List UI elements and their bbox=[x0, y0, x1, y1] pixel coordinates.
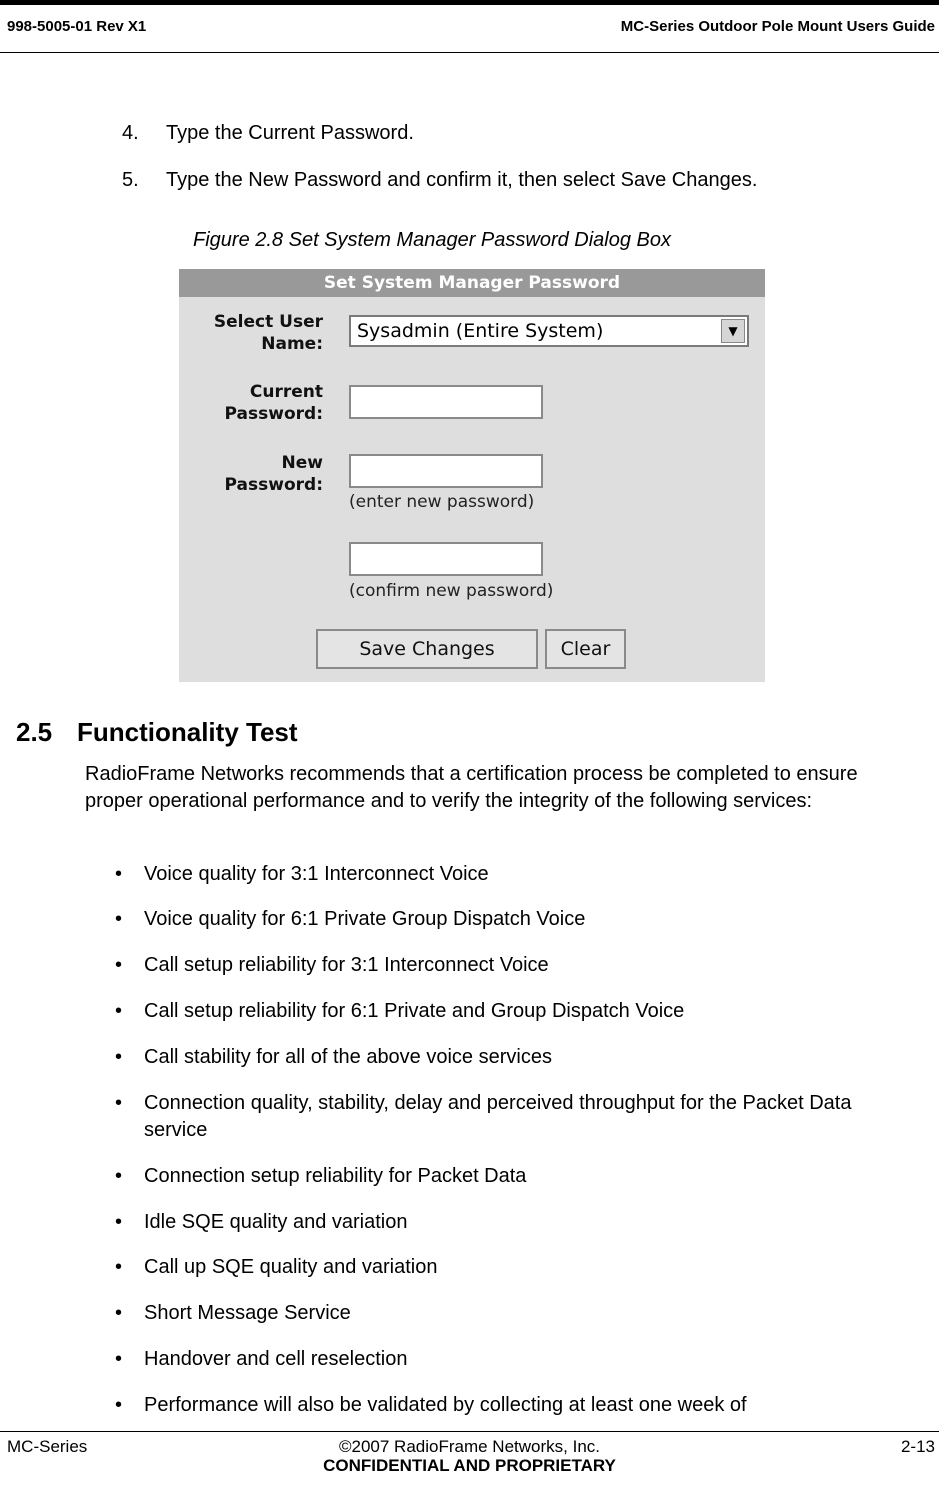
list-item-text: Idle SQE quality and variation bbox=[144, 1211, 408, 1233]
figure-caption: Figure 2.8 Set System Manager Password Dialog Box bbox=[193, 229, 671, 251]
confirm-password-hint: (confirm new password) bbox=[349, 581, 554, 601]
current-password-label bbox=[163, 381, 323, 425]
bullet-icon: • bbox=[115, 863, 123, 885]
bullet-icon: • bbox=[115, 1165, 123, 1187]
bullet-icon: • bbox=[115, 1000, 123, 1022]
list-item-text: Call setup reliability for 3:1 Interconnect Voice bbox=[144, 954, 549, 976]
label-line: Select User bbox=[213, 312, 323, 332]
chevron-down-icon[interactable]: ▼ bbox=[721, 319, 745, 343]
footer-rule bbox=[0, 1431, 939, 1432]
step-text: Type the Current Password. bbox=[166, 122, 414, 144]
bullet-icon: • bbox=[115, 1394, 123, 1416]
page-number: 2-13 bbox=[900, 1437, 935, 1456]
doc-title: MC-Series Outdoor Pole Mount Users Guide bbox=[620, 18, 935, 35]
save-changes-button[interactable]: Save Changes bbox=[316, 629, 538, 669]
step-5 bbox=[122, 169, 757, 192]
bullet-icon: • bbox=[115, 1211, 123, 1233]
header-rule bbox=[0, 52, 939, 53]
new-password-input[interactable] bbox=[349, 454, 543, 488]
label-line: Current bbox=[249, 382, 323, 402]
new-password-label bbox=[163, 452, 323, 496]
list-item-text: Short Message Service bbox=[144, 1302, 351, 1324]
bullet-icon: • bbox=[115, 1046, 123, 1068]
password-dialog bbox=[179, 269, 765, 682]
list-item-text: Performance will also be validated by collecting at least one week of bbox=[144, 1394, 747, 1416]
doc-number: 998-5005-01 Rev X1 bbox=[7, 18, 147, 35]
footer-copyright: ©2007 RadioFrame Networks, Inc. bbox=[338, 1437, 601, 1456]
bullet-icon: • bbox=[115, 908, 123, 930]
dialog-title: Set System Manager Password bbox=[179, 269, 765, 297]
section-intro: RadioFrame Networks recommends that a certification process be completed to ensure proper operational performance and to verify the integrity of the following services: bbox=[85, 763, 858, 812]
section-title: Functionality Test bbox=[77, 717, 298, 747]
bullet-icon: • bbox=[115, 1092, 123, 1114]
label-line: Name: bbox=[261, 334, 323, 354]
bullet-icon: • bbox=[115, 1256, 123, 1278]
list-item-text: Call up SQE quality and variation bbox=[144, 1256, 438, 1278]
step-number: 5. bbox=[122, 169, 139, 191]
bullet-icon: • bbox=[115, 954, 123, 976]
label-line: Password: bbox=[224, 475, 323, 495]
bullet-icon: • bbox=[115, 1302, 123, 1324]
select-user-label bbox=[163, 311, 323, 355]
user-name-value: Sysadmin (Entire System) bbox=[357, 320, 604, 342]
user-name-select[interactable] bbox=[349, 315, 749, 347]
list-item-text: Connection quality, stability, delay and perceived throughput for the Packet Data service bbox=[144, 1092, 852, 1141]
step-number: 4. bbox=[122, 122, 139, 144]
list-item-text: Call stability for all of the above voice services bbox=[144, 1046, 552, 1068]
current-password-input[interactable] bbox=[349, 385, 543, 419]
bullet-icon: • bbox=[115, 1348, 123, 1370]
list-item-text: Voice quality for 6:1 Private Group Dispatch Voice bbox=[144, 908, 586, 930]
list-item-text: Handover and cell reselection bbox=[144, 1348, 408, 1370]
new-password-hint: (enter new password) bbox=[349, 492, 535, 512]
list-item-text: Call setup reliability for 6:1 Private and Group Dispatch Voice bbox=[144, 1000, 685, 1022]
step-4 bbox=[122, 122, 414, 145]
label-line: Password: bbox=[224, 404, 323, 424]
list-item-text: Connection setup reliability for Packet Data bbox=[144, 1165, 527, 1187]
footer-confidential: CONFIDENTIAL AND PROPRIETARY bbox=[323, 1456, 616, 1475]
confirm-password-input[interactable] bbox=[349, 542, 543, 576]
list-item-text: Voice quality for 3:1 Interconnect Voice bbox=[144, 863, 489, 885]
footer-product: MC-Series bbox=[7, 1437, 88, 1456]
header-top-rule bbox=[0, 0, 939, 5]
step-text: Type the New Password and confirm it, then select Save Changes. bbox=[166, 169, 758, 191]
clear-button[interactable]: Clear bbox=[545, 629, 626, 669]
label-line: New bbox=[281, 453, 323, 473]
section-number: 2.5 bbox=[16, 717, 53, 747]
